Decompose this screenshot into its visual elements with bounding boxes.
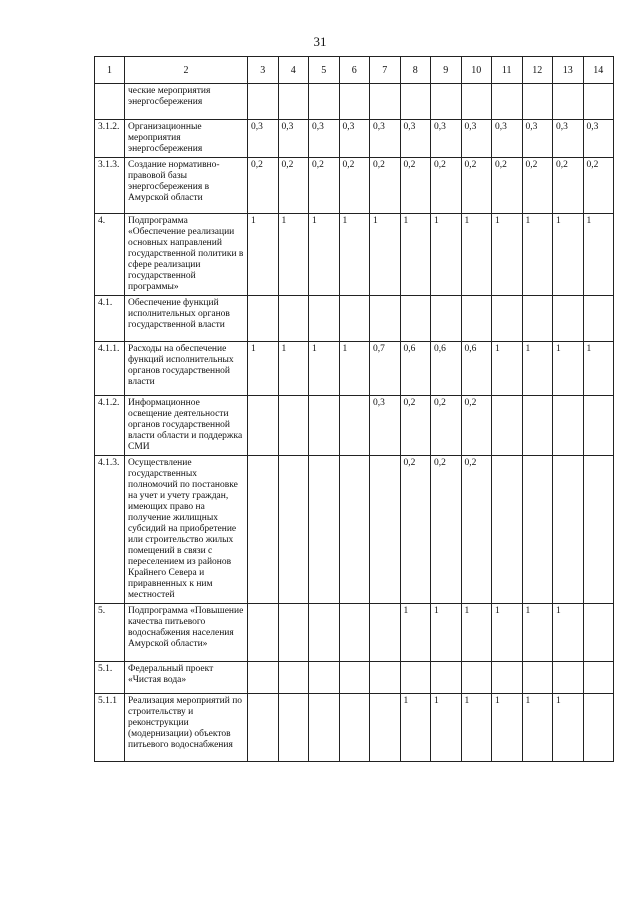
column-header: 4 [278, 57, 309, 84]
value-cell: 1 [431, 214, 462, 296]
value-cell [309, 604, 340, 662]
table-row [95, 604, 614, 662]
value-cell: 1 [522, 694, 553, 762]
column-header: 14 [583, 57, 614, 84]
value-cell [309, 456, 340, 604]
value-cell [553, 456, 584, 604]
row-name: Организационные мероприятия энергосбережения [125, 120, 248, 158]
row-number: 3.1.2. [95, 120, 125, 158]
value-cell [553, 84, 584, 120]
row-number: 4. [95, 214, 125, 296]
table-row [95, 158, 614, 214]
value-cell: 0,2 [400, 456, 431, 604]
value-cell [522, 662, 553, 694]
value-cell [339, 662, 370, 694]
value-cell: 0,2 [553, 158, 584, 214]
value-cell: 1 [431, 604, 462, 662]
row-name: Реализация мероприятий по строительству и реконструкции (модернизации) объектов питьевого водоснабжения [125, 694, 248, 762]
value-cell [309, 694, 340, 762]
table-row [95, 396, 614, 456]
column-header: 12 [522, 57, 553, 84]
table-row [95, 662, 614, 694]
table-row [95, 456, 614, 604]
value-cell: 0,2 [431, 158, 462, 214]
value-cell: 0,3 [248, 120, 279, 158]
value-cell: 0,2 [583, 158, 614, 214]
value-cell [339, 84, 370, 120]
value-cell [339, 604, 370, 662]
value-cell: 1 [522, 604, 553, 662]
table-row [95, 694, 614, 762]
value-cell [583, 662, 614, 694]
value-cell: 0,3 [370, 120, 401, 158]
value-cell: 0,2 [461, 396, 492, 456]
value-cell [278, 456, 309, 604]
value-cell: 1 [553, 694, 584, 762]
value-cell [400, 296, 431, 342]
value-cell: 0,7 [370, 342, 401, 396]
value-cell: 1 [553, 342, 584, 396]
value-cell: 1 [492, 604, 523, 662]
header-row [95, 57, 614, 84]
value-cell: 0,3 [400, 120, 431, 158]
value-cell [339, 456, 370, 604]
value-cell: 0,2 [431, 396, 462, 456]
value-cell [553, 662, 584, 694]
value-cell [248, 694, 279, 762]
value-cell [461, 84, 492, 120]
value-cell: 1 [492, 694, 523, 762]
value-cell [492, 396, 523, 456]
row-number: 5. [95, 604, 125, 662]
value-cell: 1 [248, 342, 279, 396]
value-cell [522, 84, 553, 120]
value-cell: 0,3 [278, 120, 309, 158]
value-cell: 1 [309, 214, 340, 296]
column-header: 11 [492, 57, 523, 84]
value-cell: 1 [461, 214, 492, 296]
value-cell [431, 296, 462, 342]
value-cell [583, 456, 614, 604]
value-cell: 1 [400, 214, 431, 296]
row-name: Подпрограмма «Повышение качества питьевого водоснабжения населения Амурской области» [125, 604, 248, 662]
value-cell [522, 456, 553, 604]
value-cell: 0,3 [339, 120, 370, 158]
column-header: 6 [339, 57, 370, 84]
value-cell: 1 [339, 342, 370, 396]
value-cell: 1 [431, 694, 462, 762]
table-row [95, 84, 614, 120]
value-cell [492, 662, 523, 694]
row-number: 4.1. [95, 296, 125, 342]
value-cell: 0,3 [492, 120, 523, 158]
value-cell [278, 296, 309, 342]
value-cell [370, 694, 401, 762]
value-cell: 0,2 [492, 158, 523, 214]
value-cell [370, 456, 401, 604]
value-cell: 0,2 [309, 158, 340, 214]
value-cell [461, 662, 492, 694]
table-row [95, 214, 614, 296]
value-cell [583, 604, 614, 662]
row-name: Осуществление государственных полномочий по постановке на учет и учету граждан, имеющих право на получение жилищных субсидий на приобретение или строительство жилых помещений в связи с переселением из районов Крайнего Севера и приравненных к ним местностей [125, 456, 248, 604]
value-cell: 1 [278, 342, 309, 396]
value-cell [400, 662, 431, 694]
value-cell [248, 396, 279, 456]
column-header: 3 [248, 57, 279, 84]
value-cell [431, 84, 462, 120]
value-cell: 1 [370, 214, 401, 296]
value-cell: 0,3 [553, 120, 584, 158]
value-cell: 0,2 [400, 158, 431, 214]
value-cell [492, 456, 523, 604]
value-cell [339, 396, 370, 456]
value-cell [461, 296, 492, 342]
value-cell: 0,6 [431, 342, 462, 396]
value-cell [370, 84, 401, 120]
value-cell: 0,2 [461, 158, 492, 214]
value-cell: 1 [522, 214, 553, 296]
value-cell: 1 [461, 694, 492, 762]
value-cell: 1 [492, 214, 523, 296]
value-cell: 0,2 [522, 158, 553, 214]
value-cell [248, 84, 279, 120]
value-cell [553, 396, 584, 456]
value-cell: 1 [522, 342, 553, 396]
value-cell [248, 456, 279, 604]
value-cell: 1 [309, 342, 340, 396]
table-row [95, 120, 614, 158]
column-header: 10 [461, 57, 492, 84]
row-name: ческие мероприятия энергосбережения [125, 84, 248, 120]
value-cell [309, 296, 340, 342]
value-cell: 1 [278, 214, 309, 296]
value-cell: 0,6 [400, 342, 431, 396]
value-cell: 1 [583, 342, 614, 396]
value-cell [278, 84, 309, 120]
value-cell: 0,3 [522, 120, 553, 158]
row-number: 5.1. [95, 662, 125, 694]
column-header: 7 [370, 57, 401, 84]
row-name: Расходы на обеспечение функций исполнительных органов государственной власти [125, 342, 248, 396]
value-cell: 0,2 [431, 456, 462, 604]
value-cell: 0,2 [278, 158, 309, 214]
column-header: 5 [309, 57, 340, 84]
column-header: 1 [95, 57, 125, 84]
value-cell: 1 [553, 604, 584, 662]
value-cell [583, 694, 614, 762]
column-header: 9 [431, 57, 462, 84]
column-header: 2 [125, 57, 248, 84]
value-cell [278, 694, 309, 762]
value-cell [553, 296, 584, 342]
table-row [95, 342, 614, 396]
value-cell: 1 [553, 214, 584, 296]
value-cell: 1 [461, 604, 492, 662]
value-cell: 1 [400, 694, 431, 762]
value-cell: 0,2 [400, 396, 431, 456]
value-cell [248, 296, 279, 342]
value-cell: 0,2 [461, 456, 492, 604]
value-cell: 0,2 [370, 158, 401, 214]
value-cell: 0,3 [461, 120, 492, 158]
row-name: Подпрограмма «Обеспечение реализации основных направлений государственной политики в сфере реализации государственной программы» [125, 214, 248, 296]
value-cell: 0,3 [431, 120, 462, 158]
page-number: 31 [313, 34, 327, 49]
value-cell: 0,3 [583, 120, 614, 158]
value-cell [278, 396, 309, 456]
row-name: Обеспечение функций исполнительных органов государственной власти [125, 296, 248, 342]
row-name: Информационное освещение деятельности органов государственной власти области и поддержка СМИ [125, 396, 248, 456]
value-cell [492, 296, 523, 342]
value-cell [370, 662, 401, 694]
value-cell: 0,3 [309, 120, 340, 158]
value-cell [309, 396, 340, 456]
row-number: 5.1.1 [95, 694, 125, 762]
value-cell [309, 662, 340, 694]
column-header: 8 [400, 57, 431, 84]
value-cell: 1 [492, 342, 523, 396]
program-table [94, 56, 614, 762]
value-cell: 1 [583, 214, 614, 296]
value-cell [309, 84, 340, 120]
row-name: Федеральный проект «Чистая вода» [125, 662, 248, 694]
value-cell [522, 396, 553, 456]
value-cell [522, 296, 553, 342]
value-cell [400, 84, 431, 120]
value-cell: 0,6 [461, 342, 492, 396]
value-cell [370, 604, 401, 662]
row-name: Создание нормативно-правовой базы энергосбережения в Амурской области [125, 158, 248, 214]
value-cell [583, 296, 614, 342]
value-cell: 1 [248, 214, 279, 296]
value-cell [339, 296, 370, 342]
row-number: 4.1.2. [95, 396, 125, 456]
value-cell: 0,2 [339, 158, 370, 214]
value-cell [370, 296, 401, 342]
value-cell [278, 604, 309, 662]
value-cell: 0,2 [248, 158, 279, 214]
value-cell [431, 662, 462, 694]
table-row [95, 296, 614, 342]
row-number [95, 84, 125, 120]
value-cell: 1 [400, 604, 431, 662]
row-number: 4.1.1. [95, 342, 125, 396]
column-header: 13 [553, 57, 584, 84]
value-cell [583, 396, 614, 456]
row-number: 4.1.3. [95, 456, 125, 604]
value-cell [492, 84, 523, 120]
value-cell [339, 694, 370, 762]
value-cell: 0,3 [370, 396, 401, 456]
row-number: 3.1.3. [95, 158, 125, 214]
value-cell [248, 662, 279, 694]
value-cell [248, 604, 279, 662]
value-cell [583, 84, 614, 120]
value-cell: 1 [339, 214, 370, 296]
value-cell [278, 662, 309, 694]
